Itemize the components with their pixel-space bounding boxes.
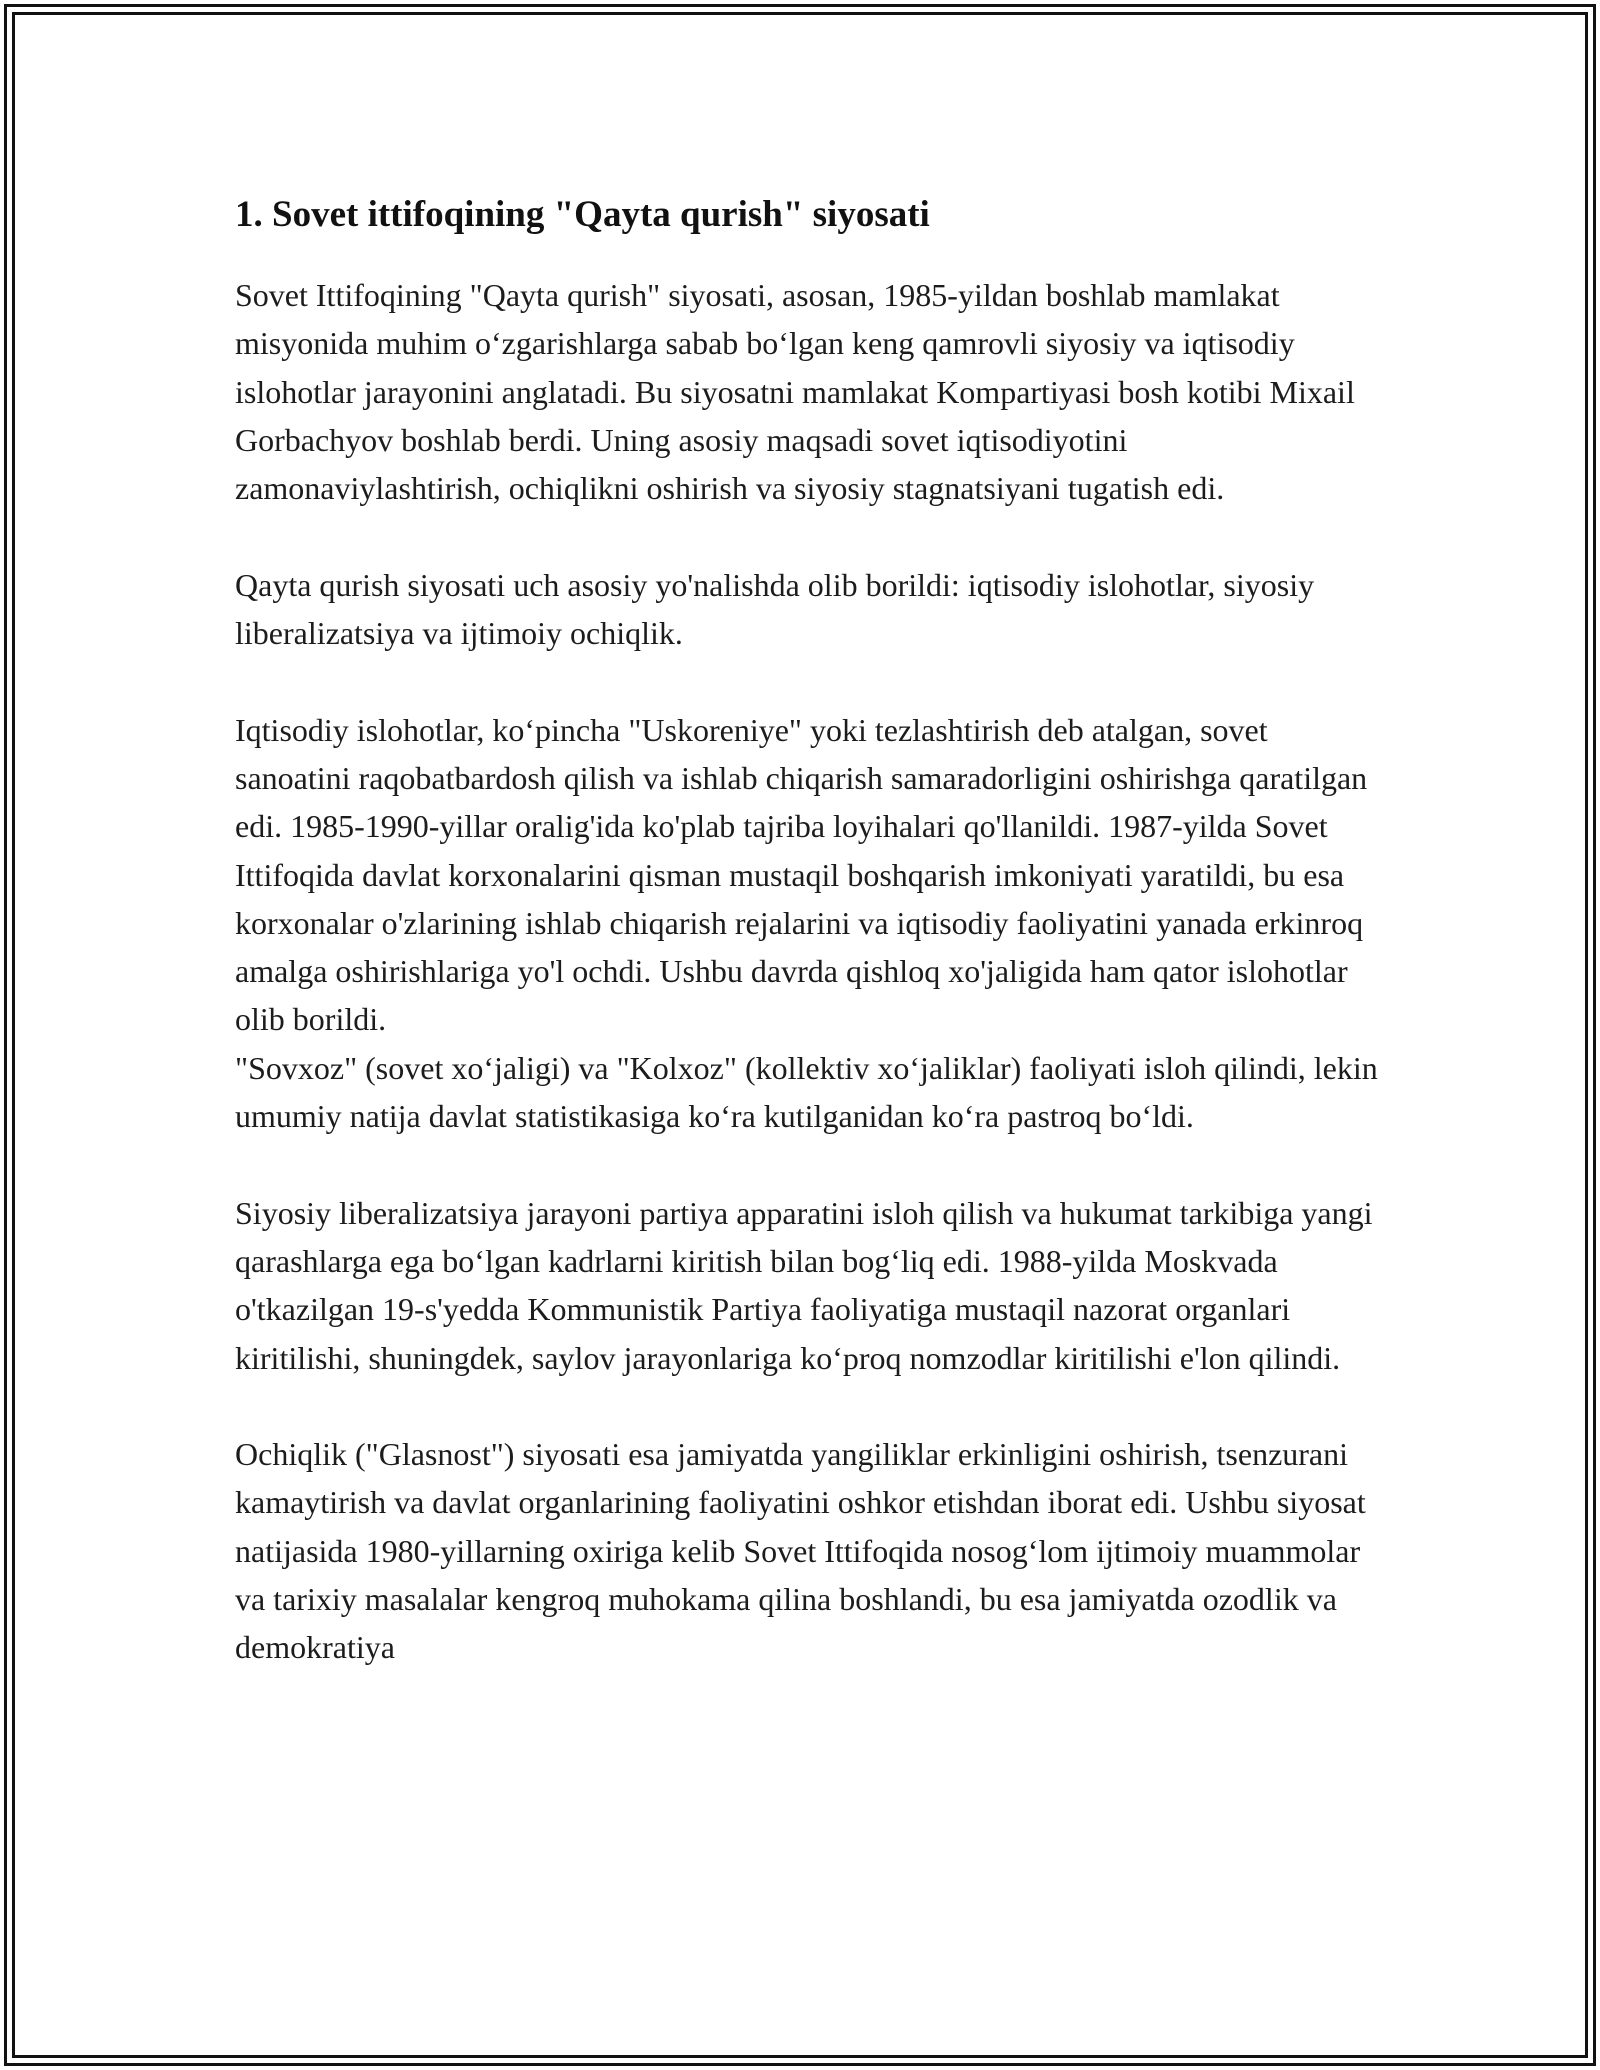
paragraph-glasnost: Ochiqlik ("Glasnost") siyosati esa jamiyatda yangiliklar erkinligini oshirish, tsenzurani kamaytirish va davlat organlarining faoliyatini oshkor etishdan iborat edi. Ushbu siyosat natijasida 1980-yillarning oxiriga kelib Sovet Ittifoqida nosogʻlom ijtimoiy muammolar va tarixiy masalalar kengroq muhokama qilina boshlandi, bu esa jamiyatda ozodlik va demokratiya: [235, 1436, 1366, 1666]
paragraph-gap: [235, 657, 1385, 705]
paragraph-directions: Qayta qurish siyosati uch asosiy yo'nalishda olib borildi: iqtisodiy islohotlar, siyosiy liberalizatsiya va ijtimoiy ochiqlik.: [235, 566, 1315, 652]
paragraph-sovxoz-kolxoz: "Sovxoz" (sovet xoʻjaligi) va "Kolxoz" (kollektiv xoʻjaliklar) faoliyati isloh qilindi, lekin umumiy natija davlat statistikasiga koʻra kutilganidan koʻra pastroq boʻldi.: [235, 1049, 1378, 1135]
paragraph-economic-reforms: Iqtisodiy islohotlar, koʻpincha "Uskoreniye" yoki tezlashtirish deb atalgan, sovet sanoatini raqobatbardosh qilish va ishlab chiqarish samaradorligini oshirishga qaratilgan edi. 1985-1990-yillar oralig'ida ko'plab tajriba loyihalari qo'llanildi. 1987-yilda Sovet Ittifoqida davlat korxonalarini qisman mustaqil boshqarish imkoniyati yaratildi, bu esa korxonalar o'zlarining ishlab chiqarish rejalarini va iqtisodiy faoliyatini yanada erkinroq amalga oshirishlariga yo'l ochdi. Ushbu davrda qishloq xo'jaligida ham qator islohotlar olib borildi.: [235, 711, 1368, 1038]
section-heading: 1. Sovet ittifoqining "Qayta qurish" siyosati: [235, 194, 930, 235]
paragraph-political-liberalization: Siyosiy liberalizatsiya jarayoni partiya apparatini isloh qilish va hukumat tarkibiga yangi qarashlarga ega boʻlgan kadrlarni kiritish bilan bogʻliq edi. 1988-yilda Moskvada o'tkazilgan 19-s'yedda Kommunistik Partiya faoliyatiga mustaqil nazorat organlari kiritilishi, shuningdek, saylov jarayonlariga koʻproq nomzodlar kiritilishi e'lon qilindi.: [235, 1194, 1373, 1376]
paragraph-gap: [235, 1140, 1385, 1188]
paragraph-gap: [235, 1382, 1385, 1430]
document-page: [235, 185, 1385, 1672]
paragraph-intro: Sovet Ittifoqining "Qayta qurish" siyosati, asosan, 1985-yildan boshlab mamlakat misyonida muhim oʻzgarishlarga sabab boʻlgan keng qamrovli siyosiy va iqtisodiy islohotlar jarayonini anglatadi. Bu siyosatni mamlakat Kompartiyasi bosh kotibi Mixail Gorbachyov boshlab berdi. Uning asosiy maqsadi sovet iqtisodiyotini zamonaviylashtirish, ochiqlikni oshirish va siyosiy stagnatsiyani tugatish edi.: [235, 277, 1355, 507]
paragraph-gap: [235, 512, 1385, 560]
